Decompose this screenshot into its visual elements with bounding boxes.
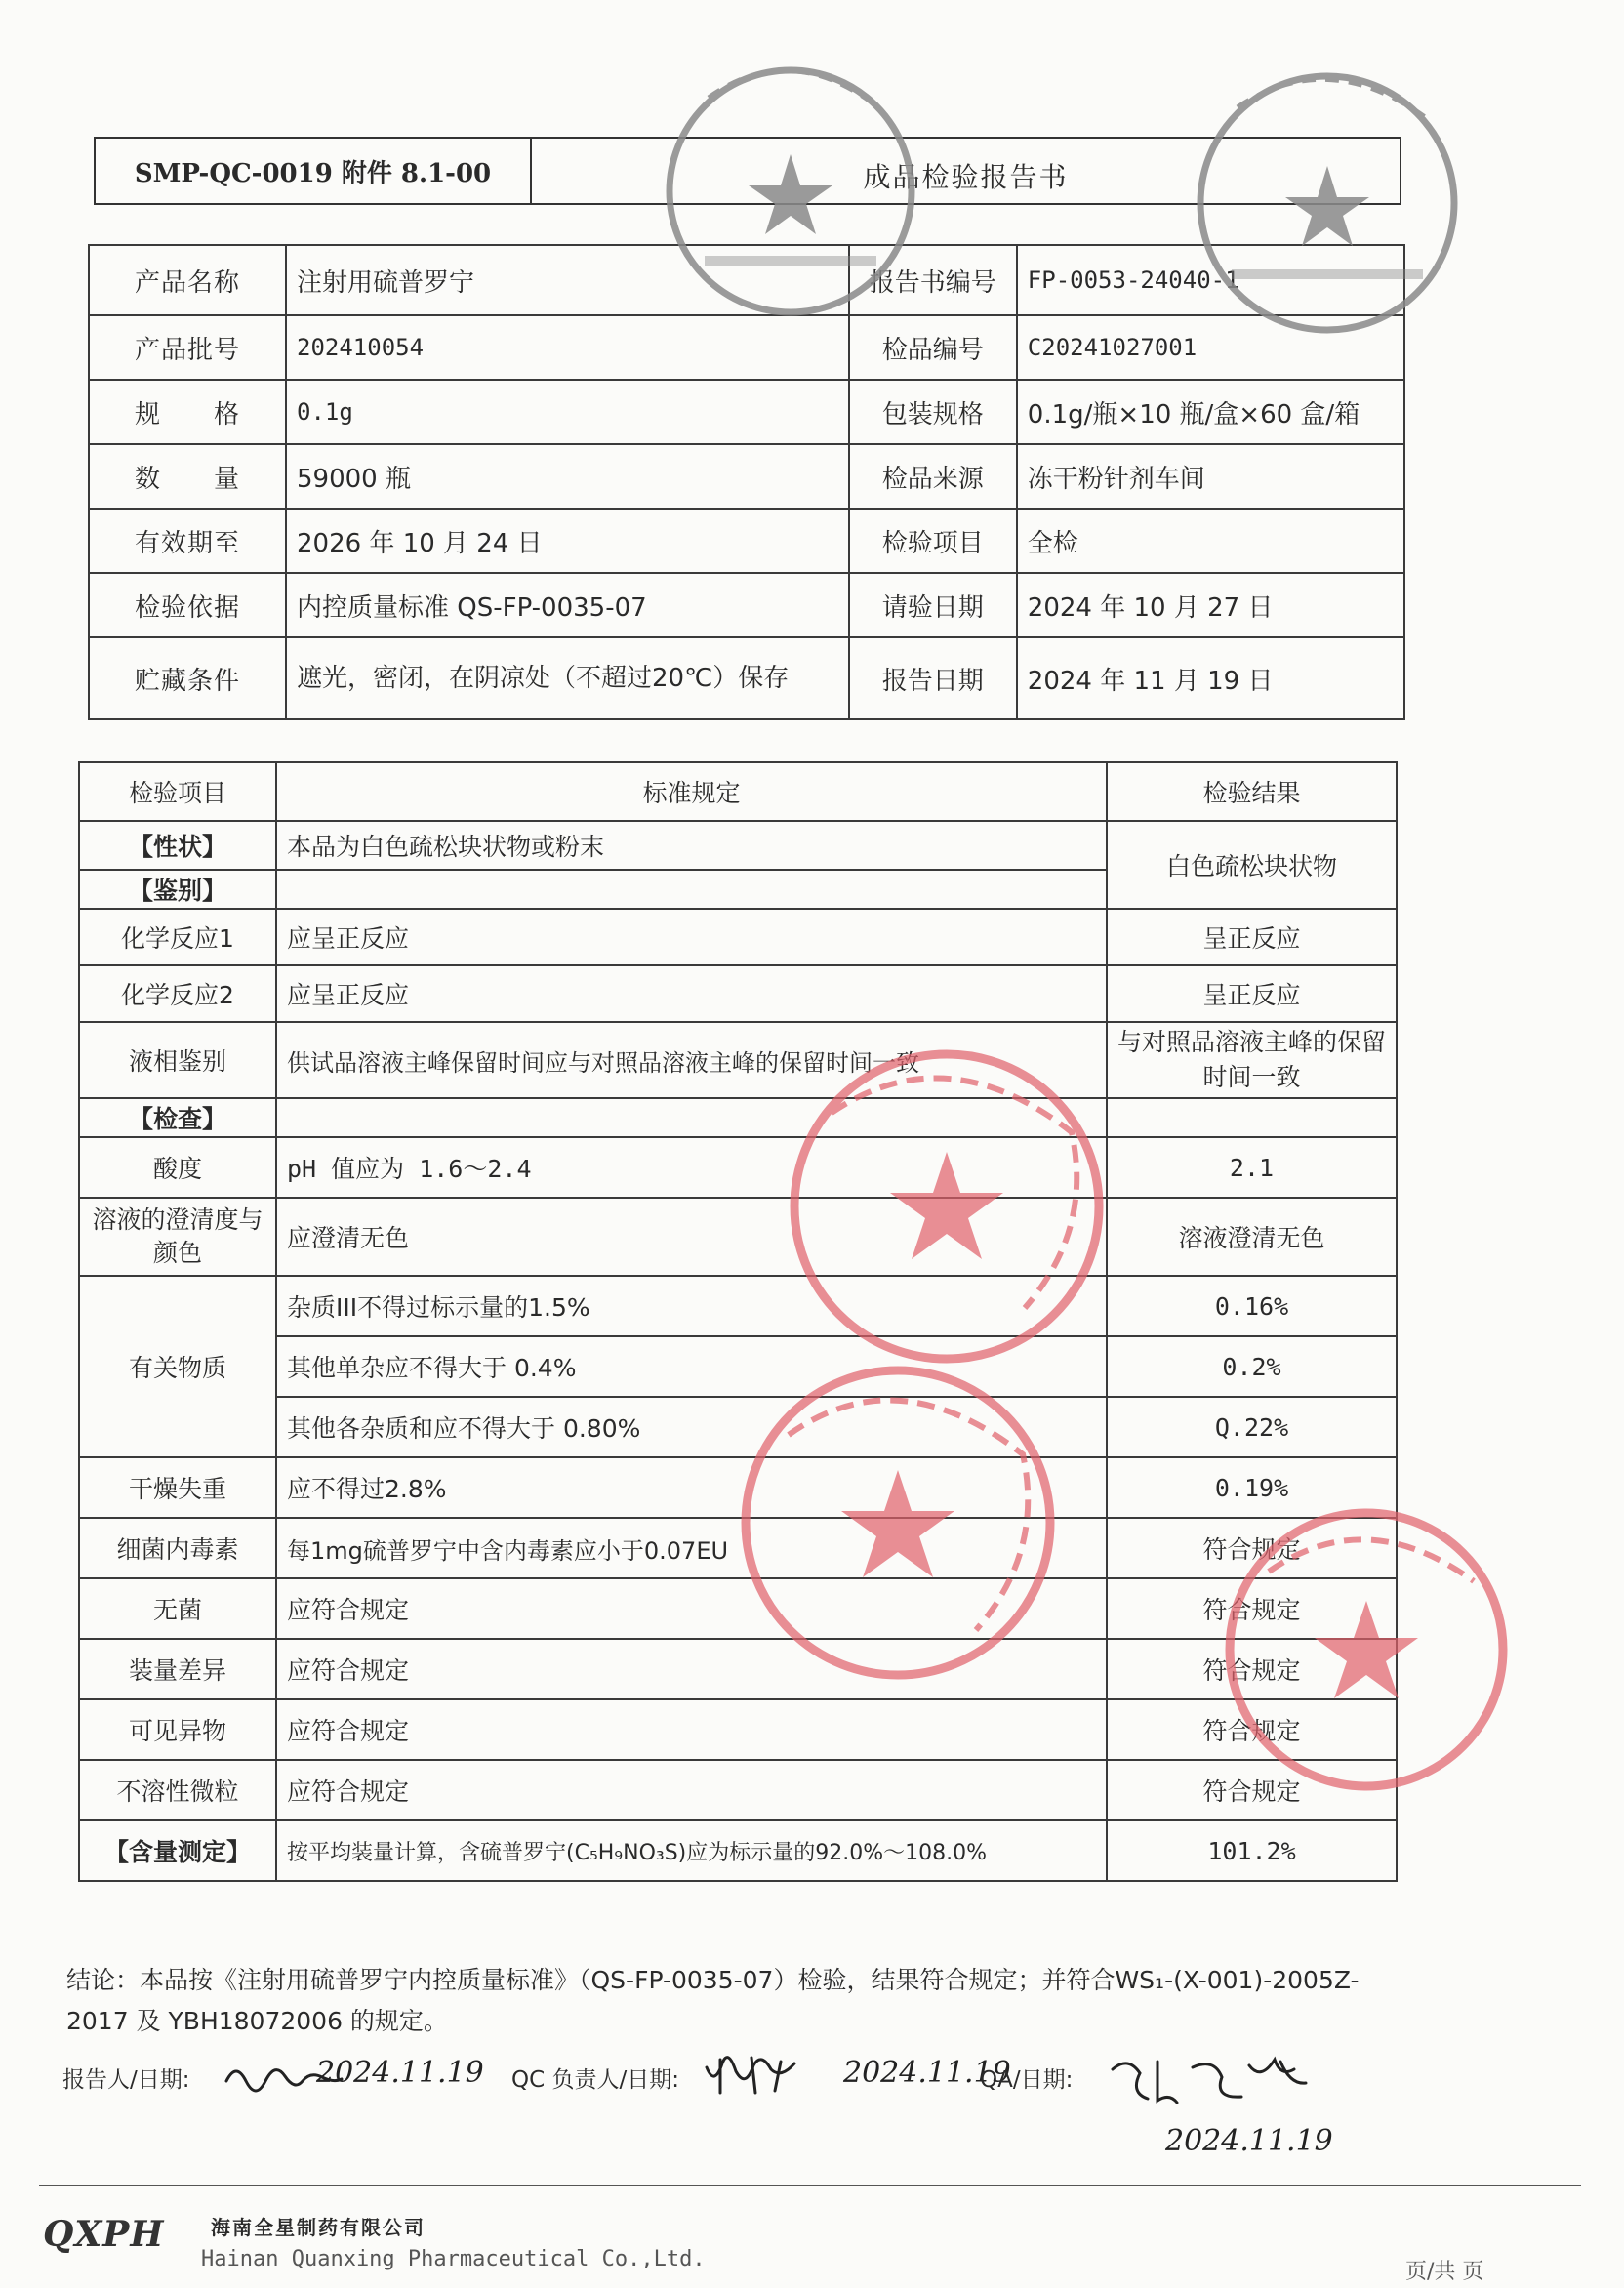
page-number: 页/共 页 <box>1405 2260 1484 2284</box>
info-value: 内控质量标准 QS-FP-0035-07 <box>286 573 849 637</box>
result-cell: 符合规定 <box>1107 1578 1397 1639</box>
standard-cell: 应呈正反应 <box>276 965 1107 1022</box>
col-header-item: 检验项目 <box>79 762 276 821</box>
col-header-standard: 标准规定 <box>276 762 1107 821</box>
test-item-label: 溶液的澄清度与颜色 <box>79 1198 276 1276</box>
test-item-label: 干燥失重 <box>79 1457 276 1518</box>
result-cell: 符合规定 <box>1107 1639 1397 1699</box>
standard-cell: 应不得过2.8% <box>276 1457 1107 1518</box>
qa-label: QA/日期: <box>980 2067 1074 2093</box>
result-cell: 符合规定 <box>1107 1760 1397 1820</box>
result-cell: Q.22% <box>1107 1397 1397 1457</box>
standard-cell: 应澄清无色 <box>276 1198 1107 1276</box>
info-label: 贮藏条件 <box>89 637 286 719</box>
reporter-signature-date: 2024.11.19 <box>316 2056 484 2090</box>
result-cell: 白色疏松块状物 <box>1107 821 1397 909</box>
info-value: 注射用硫普罗宁 <box>286 245 849 315</box>
info-label: 检验依据 <box>89 573 286 637</box>
result-cell: 符合规定 <box>1107 1518 1397 1578</box>
standard-cell: 应符合规定 <box>276 1760 1107 1820</box>
test-item-label: 无菌 <box>79 1578 276 1639</box>
info-label: 检验项目 <box>849 509 1017 573</box>
info-value: 202410054 <box>286 315 849 380</box>
standard-cell: pH 值应为 1.6～2.4 <box>276 1137 1107 1198</box>
document-code: SMP-QC-0019 附件 8.1-00 <box>96 139 532 203</box>
info-label: 报告日期 <box>849 637 1017 719</box>
info-value: 遮光，密闭，在阴凉处（不超过20℃）保存 <box>286 637 849 719</box>
test-item-label: 装量差异 <box>79 1639 276 1699</box>
result-cell: 呈正反应 <box>1107 965 1397 1022</box>
info-value: FP-0053-24040-1 <box>1017 245 1404 315</box>
standard-cell: 杂质III不得过标示量的1.5% <box>276 1276 1107 1336</box>
info-label: 包装规格 <box>849 380 1017 444</box>
result-cell: 101.2% <box>1107 1820 1397 1881</box>
info-value: 2026 年 10 月 24 日 <box>286 509 849 573</box>
standard-cell: 应符合规定 <box>276 1578 1107 1639</box>
info-value: 2024 年 10 月 27 日 <box>1017 573 1404 637</box>
test-item-label: 不溶性微粒 <box>79 1760 276 1820</box>
info-value: 0.1g <box>286 380 849 444</box>
standard-cell: 应符合规定 <box>276 1639 1107 1699</box>
result-cell: 符合规定 <box>1107 1699 1397 1760</box>
report-title: 成品检验报告书 <box>863 161 1069 193</box>
result-cell: 呈正反应 <box>1107 909 1397 965</box>
test-item-label: 有关物质 <box>79 1276 276 1457</box>
test-item-label: 液相鉴别 <box>79 1022 276 1098</box>
company-name-en: Hainan Quanxing Pharmaceutical Co.,Ltd. <box>201 2247 706 2271</box>
standard-cell: 其他各杂质和应不得大于 0.80% <box>276 1397 1107 1457</box>
qc-signature-date: 2024.11.19 <box>843 2056 1011 2090</box>
qc-label: QC 负责人/日期: <box>511 2067 679 2093</box>
result-cell: 0.16% <box>1107 1276 1397 1336</box>
test-item-label: 可见异物 <box>79 1699 276 1760</box>
result-cell: 0.2% <box>1107 1336 1397 1397</box>
info-label: 产品批号 <box>89 315 286 380</box>
result-cell: 0.19% <box>1107 1457 1397 1518</box>
info-label: 检品编号 <box>849 315 1017 380</box>
col-header-result: 检验结果 <box>1107 762 1397 821</box>
conclusion-text: 结论：本品按《注射用硫普罗宁内控质量标准》（QS-FP-0035-07）检验，结果符合规定；并符合WS₁-(X-001)-2005Z-2017 及 YBH18072006 的规定。 <box>66 1966 1360 2035</box>
info-value: 全检 <box>1017 509 1404 573</box>
section-label: 【含量测定】 <box>79 1820 276 1881</box>
info-label: 报告书编号 <box>849 245 1017 315</box>
info-label: 有效期至 <box>89 509 286 573</box>
company-logo: QXPH <box>43 2214 165 2255</box>
info-value: C20241027001 <box>1017 315 1404 380</box>
section-label: 【性状】 <box>79 821 276 870</box>
standard-cell: 应呈正反应 <box>276 909 1107 965</box>
info-value: 冻干粉针剂车间 <box>1017 444 1404 509</box>
result-cell: 2.1 <box>1107 1137 1397 1198</box>
result-cell: 溶液澄清无色 <box>1107 1198 1397 1276</box>
info-label: 检品来源 <box>849 444 1017 509</box>
info-label: 请验日期 <box>849 573 1017 637</box>
standard-cell: 应符合规定 <box>276 1699 1107 1760</box>
qa-signature-date: 2024.11.19 <box>1165 2124 1333 2158</box>
info-label: 规 格 <box>89 380 286 444</box>
footer-divider <box>39 2185 1581 2186</box>
test-item-label: 化学反应2 <box>79 965 276 1022</box>
section-label: 【检查】 <box>79 1098 276 1137</box>
result-cell: 与对照品溶液主峰的保留时间一致 <box>1107 1022 1397 1098</box>
standard-cell: 本品为白色疏松块状物或粉末 <box>276 821 1107 870</box>
info-label: 数 量 <box>89 444 286 509</box>
info-label: 产品名称 <box>89 245 286 315</box>
company-name-cn: 海南全星制药有限公司 <box>211 2216 426 2239</box>
info-value: 2024 年 11 月 19 日 <box>1017 637 1404 719</box>
test-item-label: 细菌内毒素 <box>79 1518 276 1578</box>
test-item-label: 酸度 <box>79 1137 276 1198</box>
info-value: 0.1g/瓶×10 瓶/盒×60 盒/箱 <box>1017 380 1404 444</box>
reporter-label: 报告人/日期: <box>62 2067 190 2093</box>
standard-cell: 每1mg硫普罗宁中含内毒素应小于0.07EU <box>276 1518 1107 1578</box>
section-label: 【鉴别】 <box>79 870 276 909</box>
standard-cell: 供试品溶液主峰保留时间应与对照品溶液主峰的保留时间一致 <box>276 1022 1107 1098</box>
test-item-label: 化学反应1 <box>79 909 276 965</box>
info-value: 59000 瓶 <box>286 444 849 509</box>
standard-cell: 其他单杂应不得大于 0.4% <box>276 1336 1107 1397</box>
standard-cell: 按平均装量计算，含硫普罗宁(C₅H₉NO₃S)应为标示量的92.0%～108.0% <box>276 1820 1107 1881</box>
